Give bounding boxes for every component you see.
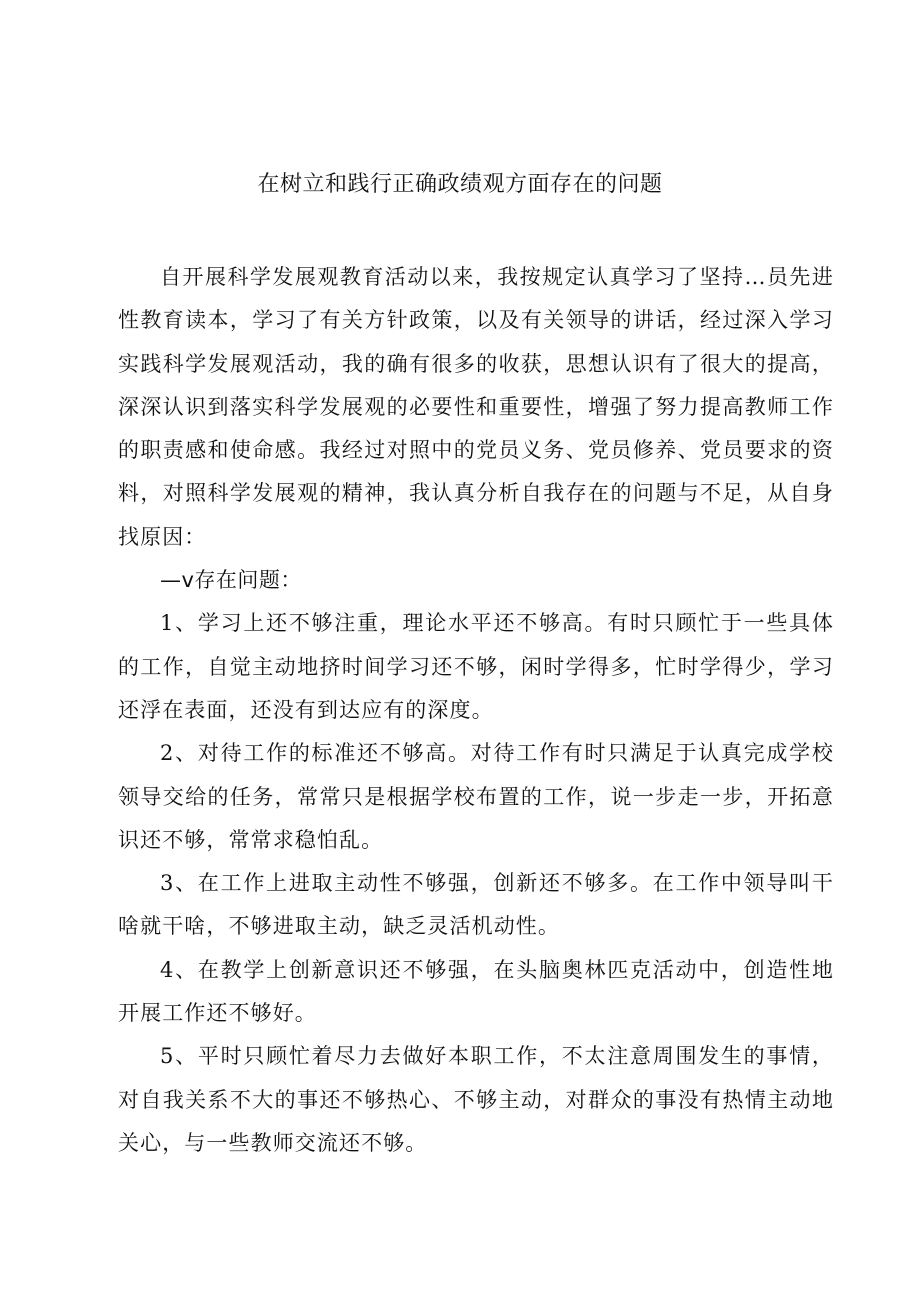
problem-item-2: 2、对待工作的标准还不够高。对待工作有时只满足于认真完成学校领导交给的任务，常常只是根据学校布置的工作，说一步走一步，开拓意识还不够，常常求稳怕乱。 [118,741,834,852]
problem-item-5: 5、平时只顾忙着尽力去做好本职工作，不太注意周围发生的事情，对自我关系不大的事还不够热心、不够主动，对群众的事没有热情主动地关心，与一些教师交流还不够。 [118,1044,834,1155]
problem-item-1: 1、学习上还不够注重，理论水平还不够高。有时只顾忙于一些具体的工作，自觉主动地挤时间学习还不够，闲时学得多，忙时学得少，学习还浮在表面，还没有到达应有的深度。 [118,611,834,722]
problem-item-4: 4、在教学上创新意识还不够强，在头脑奥林匹克活动中，创造性地开展工作还不够好。 [118,957,834,1026]
intro-paragraph: 自开展科学发展观教育活动以来，我按规定认真学习了坚持…员先进性教育读本，学习了有关方针政策，以及有关领导的讲话，经过深入学习实践科学发展观活动，我的确有很多的收获，思想认识有了很大的提高，深深认识到落实科学发展观的必要性和重要性，增强了努力提高教师工作的职责感和使命感。我经过对照中的党员义务、党员修养、党员要求的资料，对照科学发展观的精神，我认真分析自我存在的问题与不足，从自身找原因： [118,265,834,549]
section-heading: —v存在问题： [160,568,302,593]
document-body [118,256,834,1165]
document-title: 在树立和践行正确政绩观方面存在的问题 [257,172,663,197]
problem-item-3: 3、在工作上进取主动性不够强，创新还不够多。在工作中领导叫干啥就干啥，不够进取主动，缺乏灵活机动性。 [118,871,834,939]
